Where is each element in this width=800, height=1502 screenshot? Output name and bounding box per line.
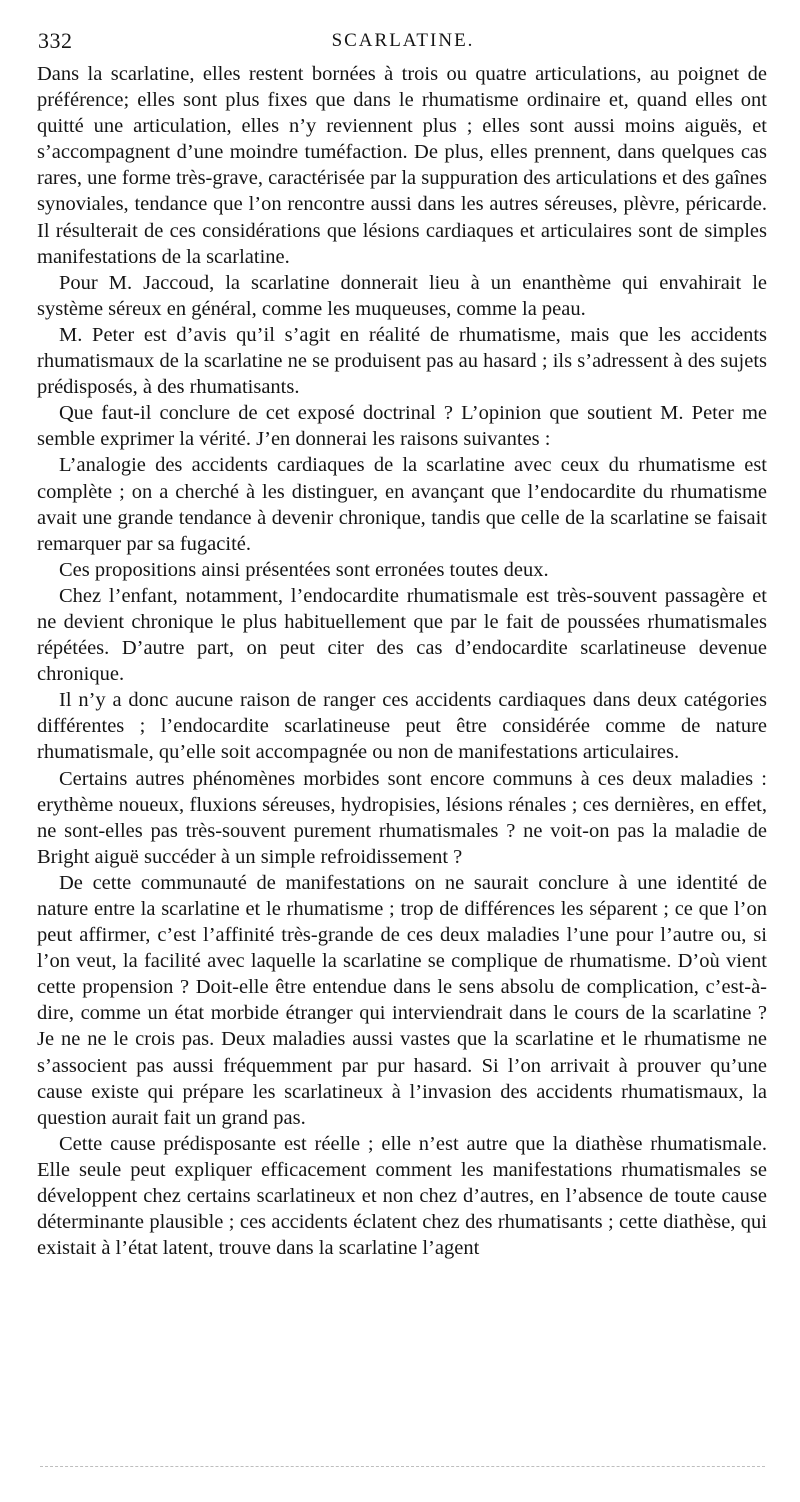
page-header xyxy=(38,22,768,52)
paragraph: Pour M. Jaccoud, la scarlatine donnerait lieu à un enanthème qui envahirait le système séreux en général, comme les muqueuses, comme la peau. xyxy=(37,271,767,320)
paragraph: L’analogie des accidents cardiaques de la scarlatine avec ceux du rhumatisme est complète ; on a cherché à les distinguer, en avançant que l’endocardite du rhumatisme avait une grande tendance à devenir chronique, tandis que celle de la scarlatine se faisait remarquer par sa fugacité. xyxy=(37,454,767,555)
page-number: 332 xyxy=(38,28,73,53)
paragraph: Que faut-il conclure de cet exposé doctrinal ? L’opinion que soutient M. Peter me semble exprimer la vérité. J’en donnerai les raisons suivantes : xyxy=(37,402,767,451)
running-title: SCARLATINE. xyxy=(331,30,475,51)
paragraph-continued: Dans la scarlatine, elles restent bornées à trois ou quatre articulations, au poignet de préférence; elles sont plus fixes que dans le rhumatisme ordinaire et, quand elles ont quitté une articulation, elles n’y reviennent plus ; elles sont aussi moins aiguës, et s’accompagnent d’une moindre tuméfaction. De plus, elles prennent, dans quelques cas rares, une forme très-grave, caractérisée par la suppuration des articulations et des gaînes synoviales, tendance que l’on rencontre aussi dans les autres séreuses, plèvre, péricarde. Il résulterait de ces considérations que lésions cardiaques et articulaires sont de simples manifestations de la scarlatine. xyxy=(37,63,767,268)
paragraph: De cette communauté de manifestations on ne saurait conclure à une identité de nature entre la scarlatine et le rhumatisme ; trop de différences les séparent ; ce que l’on peut affirmer, c’est l’affinité très-grande de ces deux maladies l’une pour l’autre ou, si l’on veut, la facilité avec laquelle la scarlatine se complique de rhumatisme. D’où vient cette propension ? Doit-elle être entendue dans le sens absolu de complication, c’est-à-dire, comme un état morbide étranger qui interviendrait dans le cours de la scarlatine ? Je ne ne le crois pas. Deux maladies aussi vastes que la scarlatine et le rhumatisme ne s’associent pas aussi fréquemment par pur hasard. Si l’on arrivait à prouver qu’une cause existe qui prépare les scarlatineux à l’invasion des accidents rhumatismaux, la question aurait fait un grand pas. xyxy=(37,871,767,1129)
paragraph: Il n’y a donc aucune raison de ranger ces accidents cardiaques dans deux catégories différentes ; l’endocardite scarlatineuse peut être considérée comme de nature rhumatismale, qu’elle soit accompagnée ou non de manifestations articulaires. xyxy=(37,689,767,764)
paragraph: Certains autres phénomènes morbides sont encore communs à ces deux maladies : erythème noueux, fluxions séreuses, hydropisies, lésions rénales ; ces dernières, en effet, ne sont-elles pas très-souvent purement rhumatismales ? ne voit-on pas la maladie de Bright aiguë succéder à un simple refroidissement ? xyxy=(37,767,767,868)
bottom-bleed-through xyxy=(40,1466,765,1467)
paragraph: Cette cause prédisposante est réelle ; elle n’est autre que la diathèse rhumatismale. Elle seule peut expliquer efficacement comment les manifestations rhumatismales se développent chez certains scarlatineux et non chez d’autres, en l’absence de toute cause déterminante plausible ; ces accidents éclatent chez des rhumatisants ; cette diathèse, qui existait à l’état latent, trouve dans la scarlatine l’agent xyxy=(37,1132,767,1260)
paragraph: Chez l’enfant, notamment, l’endocardite rhumatismale est très-souvent passagère et ne devient chronique le plus habituellement que par le fait de poussées rhumatismales répétées. D’autre part, on peut citer des cas d’endocardite scarlatineuse devenue chronique. xyxy=(37,584,767,686)
paragraph: Ces propositions ainsi présentées sont erronées toutes deux. xyxy=(59,558,549,581)
paragraph: M. Peter est d’avis qu’il s’agit en réalité de rhumatisme, mais que les accidents rhumatismaux de la scarlatine ne se produisent pas au hasard ; ils s’adressent à des sujets prédisposés, à des rhumatisants. xyxy=(37,323,767,399)
body-text xyxy=(37,61,767,1261)
